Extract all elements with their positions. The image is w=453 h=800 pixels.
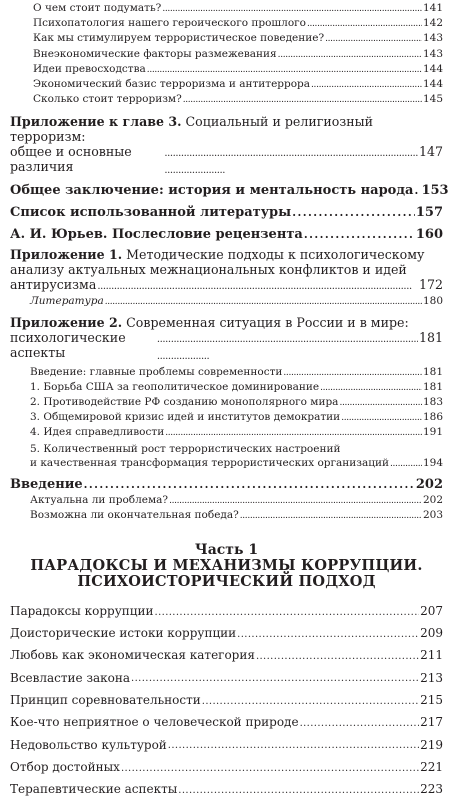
toc-entry[interactable]: Доисторические истоки коррупции . . . 209: [0, 622, 453, 644]
dot-leader: [165, 426, 422, 439]
dot-leader: [183, 93, 422, 106]
appendix-label: Приложение 2.: [10, 314, 123, 330]
dot-leader: [162, 2, 422, 15]
dot-leader: [121, 760, 419, 775]
toc-entry-general-conclusion[interactable]: Общее заключение: история и ментальность народа . . . 153: [0, 181, 453, 200]
dot-leader: [131, 670, 419, 685]
toc-entry[interactable]: Отбор достойных . . . 221: [0, 756, 453, 778]
dot-leader: [237, 626, 419, 641]
dot-leader: [169, 494, 422, 507]
dot-leader: [283, 366, 422, 379]
dot-leader: [341, 411, 422, 424]
chapter3-items: [0, 2, 453, 108]
toc-entry-appendix-1[interactable]: Приложение 1. Методические подходы к психологическому анализу актуальных межнациональных конфликтов и идей антирусизма . . . 172: [0, 247, 453, 294]
dot-leader: [157, 330, 418, 364]
toc-entry[interactable]: Возможна ли окончательная победа? . . . 203: [0, 509, 453, 524]
toc-entry[interactable]: 4. Идея справедливости . . . 191: [0, 426, 453, 441]
dot-leader: [202, 693, 419, 708]
toc-entry[interactable]: 3. Общемировой кризис идей и институтов демократии . . . 186: [0, 411, 453, 426]
dot-leader: [168, 737, 419, 752]
toc-entry[interactable]: 5. Количественный рост террористических настроений и качественная трансформация террористических организаций . . . 194: [0, 442, 453, 472]
toc-entry[interactable]: Внеэкономические факторы размежевания . . . 143: [0, 48, 453, 63]
toc-entry[interactable]: Любовь как экономическая категория . . . 211: [0, 644, 453, 666]
dot-leader: [155, 604, 420, 619]
dot-leader: [311, 78, 422, 91]
toc-entry[interactable]: О чем стоит подумать? . . . 141: [0, 2, 453, 17]
dot-leader: [147, 63, 422, 76]
part-title-line-2: ПСИХОИСТОРИЧЕСКИЙ ПОДХОД: [77, 573, 376, 591]
dot-leader: [278, 48, 422, 61]
dot-leader: [292, 205, 415, 220]
part-heading: [0, 542, 453, 591]
toc-entry[interactable]: Психопатология нашего героического прошлого . . . 142: [0, 17, 453, 32]
dot-leader: [178, 782, 419, 797]
toc-entry[interactable]: Экономический базис терроризма и антитеррора . . . 144: [0, 78, 453, 93]
dot-leader: [256, 648, 419, 663]
toc-entry[interactable]: Сколько стоит терроризм? . . . 145: [0, 93, 453, 108]
appendix-label: Приложение к главе 3.: [10, 114, 182, 130]
dot-leader: [240, 509, 422, 522]
dot-leader: [164, 144, 418, 178]
toc-entry-appendix-ch3[interactable]: Приложение к главе 3. Социальный и религиозный терроризм: общее и основные различия . . . 147: [0, 114, 453, 178]
toc-entry[interactable]: 2. Противодействие РФ созданию монополярного мира . . . 183: [0, 396, 453, 411]
dot-leader: [97, 277, 418, 294]
toc-entry[interactable]: Парадоксы коррупции . . . 207: [0, 600, 453, 622]
dot-leader: [307, 17, 422, 30]
dot-leader: [304, 227, 415, 242]
toc-entry[interactable]: Кое-что неприятное о человеческой природе . . . 217: [0, 711, 453, 733]
dot-leader: [84, 477, 415, 492]
toc-entry-afterword[interactable]: А. И. Юрьев. Послесловие рецензента . . . 160: [0, 225, 453, 244]
appendix2-items: [0, 366, 453, 472]
toc-entry[interactable]: Идеи превосходства . . . 144: [0, 63, 453, 78]
toc-entry-introduction[interactable]: Введение . . . 202: [0, 475, 453, 494]
toc-entry[interactable]: Введение: главные проблемы современности . . . 181: [0, 366, 453, 381]
dot-leader: [414, 183, 420, 198]
part1-items: [0, 600, 453, 800]
part-title-line-1: ПАРАДОКСЫ И МЕХАНИЗМЫ КОРРУПЦИИ.: [30, 556, 423, 574]
toc-entry[interactable]: Актуальна ли проблема? . . . 202: [0, 494, 453, 509]
toc-entry-literature[interactable]: Литература . . . 180: [0, 295, 453, 310]
dot-leader: [105, 295, 422, 308]
toc-entry[interactable]: Недовольство культурой . . . 219: [0, 734, 453, 756]
toc-entry-bibliography[interactable]: Список использованной литературы . . . 157: [0, 203, 453, 222]
toc-entry[interactable]: 1. Борьба США за геополитическое доминирование . . . 181: [0, 381, 453, 396]
toc-entry[interactable]: Всевластие закона . . . 213: [0, 667, 453, 689]
appendix-label: Приложение 1.: [10, 247, 123, 263]
dot-leader: [320, 381, 422, 394]
toc-entry[interactable]: Терапевтические аспекты . . . 223: [0, 778, 453, 800]
dot-leader: [325, 32, 422, 45]
dot-leader: [339, 396, 422, 409]
dot-leader: [390, 456, 422, 472]
toc-entry[interactable]: Как мы стимулируем террористическое поведение? . . . 143: [0, 32, 453, 47]
part-number: Часть 1: [194, 541, 259, 558]
dot-leader: [300, 715, 420, 730]
toc-entry-appendix-2[interactable]: Приложение 2. Современная ситуация в России и в мире: психологические аспекты . . . 181: [0, 315, 453, 364]
toc-entry[interactable]: Принцип соревновательности . . . 215: [0, 689, 453, 711]
